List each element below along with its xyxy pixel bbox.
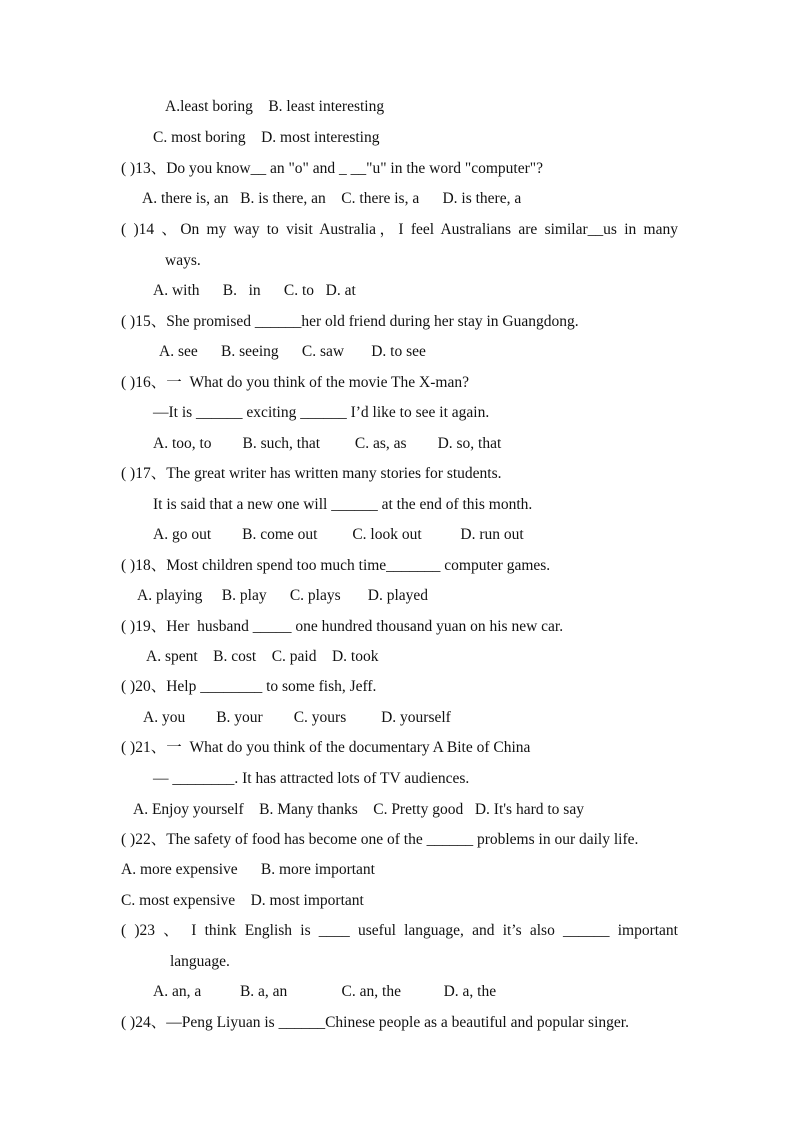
q21-stem: ( )21、一 What do you think of the documentary A Bite of China	[121, 739, 531, 756]
q17-stem: ( )17、The great writer has written many stories for students.	[121, 465, 502, 482]
q12-options-cd: C. most boring D. most interesting	[153, 129, 380, 146]
q16-options: A. too, to B. such, that C. as, as D. so, that	[153, 435, 502, 452]
q16-reply: —It is ______ exciting ______ I’d like to see it again.	[153, 404, 490, 421]
q21-reply: — ________. It has attracted lots of TV audiences.	[153, 770, 470, 787]
q23-options: A. an, a B. a, an C. an, the D. a, the	[153, 983, 497, 1000]
q23-stem-continued: language.	[170, 953, 230, 970]
q22-options-ab: A. more expensive B. more important	[121, 861, 375, 878]
q20-stem: ( )20、Help ________ to some fish, Jeff.	[121, 678, 377, 695]
q16-stem: ( )16、一 What do you think of the movie The X-man?	[121, 374, 469, 391]
q13-stem: ( )13、Do you know__ an "o" and _ __"u" in the word "computer"?	[121, 160, 543, 177]
q22-options-cd: C. most expensive D. most important	[121, 892, 364, 909]
q22-stem: ( )22、The safety of food has become one of the ______ problems in our daily life.	[121, 831, 639, 848]
q17-stem-continued: It is said that a new one will ______ at the end of this month.	[153, 496, 533, 513]
q21-options: A. Enjoy yourself B. Many thanks C. Pretty good D. It's hard to say	[133, 801, 584, 818]
q12-options-ab: A.least boring B. least interesting	[165, 98, 385, 115]
q20-options: A. you B. your C. yours D. yourself	[143, 709, 451, 726]
q18-options: A. playing B. play C. plays D. played	[137, 587, 429, 604]
q17-options: A. go out B. come out C. look out D. run out	[153, 526, 524, 543]
q14-stem: ( )14 、On my way to visit Australia，I feel Australians are similar__us in many	[121, 221, 678, 238]
q13-options: A. there is, an B. is there, an C. there is, a D. is there, a	[142, 190, 522, 207]
q24-stem: ( )24、—Peng Liyuan is ______Chinese people as a beautiful and popular singer.	[121, 1014, 629, 1031]
q19-options: A. spent B. cost C. paid D. took	[146, 648, 379, 665]
q18-stem: ( )18、Most children spend too much time_______ computer games.	[121, 557, 551, 574]
q23-stem: ( )23 、 I think English is ____ useful language, and it’s also ______ important	[121, 922, 678, 939]
q19-stem: ( )19、Her husband _____ one hundred thousand yuan on his new car.	[121, 618, 564, 635]
q15-options: A. see B. seeing C. saw D. to see	[159, 343, 426, 360]
q15-stem: ( )15、She promised ______her old friend during her stay in Guangdong.	[121, 313, 579, 330]
q14-options: A. with B. in C. to D. at	[153, 282, 356, 299]
q14-stem-continued: ways.	[165, 252, 201, 269]
